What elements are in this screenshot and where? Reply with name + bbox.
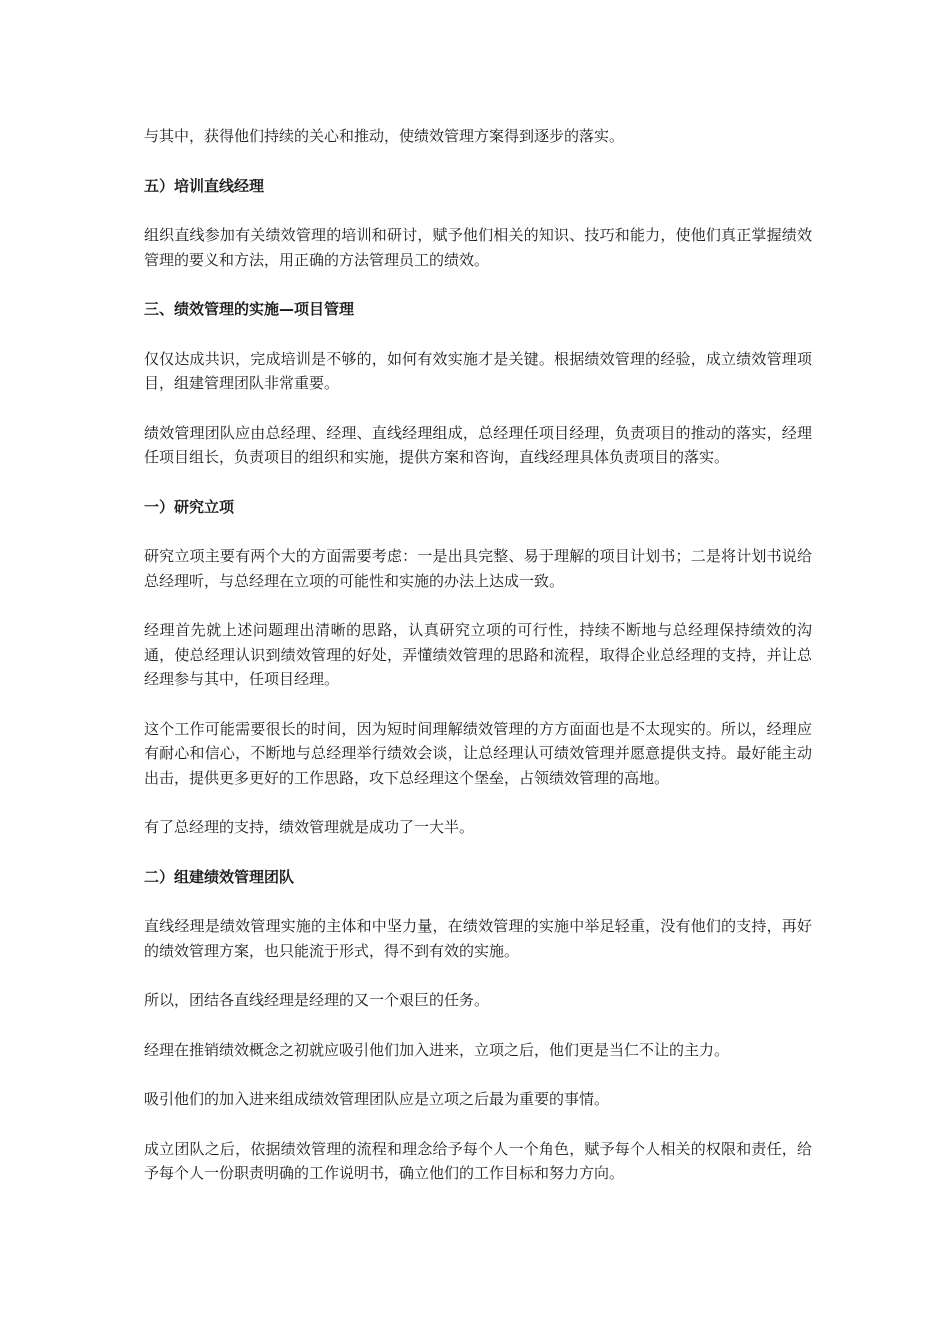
paragraph-team-composition: 绩效管理团队应由总经理、经理、直线经理组成，总经理任项目经理，负责项目的推动的落实，经理任项目组长，负责项目的组织和实施，提供方案和咨询，直线经理具体负责项目的落实。: [144, 423, 812, 466]
paragraph-most-important: 吸引他们的加入进来组成绩效管理团队应是立项之后最为重要的事情。: [144, 1090, 610, 1108]
heading-section-three: 三、绩效管理的实施—项目管理: [144, 300, 355, 318]
document-body: [144, 124, 812, 1211]
paragraph-assign-roles: 成立团队之后，依据绩效管理的流程和理念给予每个人一个角色，赋予每个人相关的权限和责任，给予每个人一份职责明确的工作说明书，确立他们的工作目标和努力方向。: [144, 1139, 812, 1182]
heading-build-team: 二）组建绩效管理团队: [144, 867, 295, 886]
paragraph-attract-early: 经理在推销绩效概念之初就应吸引他们加入进来，立项之后，他们更是当仁不让的主力。: [144, 1040, 730, 1059]
paragraph-continuation: 与其中，获得他们持续的关心和推动，使绩效管理方案得到逐步的落实。: [144, 127, 625, 145]
paragraph-half-success: 有了总经理的支持，绩效管理就是成功了一大半。: [144, 818, 475, 836]
heading-research-initiation: 一）研究立项: [144, 497, 235, 516]
paragraph-line-managers-core: 直线经理是绩效管理实施的主体和中坚力量，在绩效管理的实施中举足轻重，没有他们的支持，再好的绩效管理方案，也只能流于形式，得不到有效的实施。: [144, 917, 812, 960]
paragraph-research-aspects: 研究立项主要有两个大的方面需要考虑：一是出具完整、易于理解的项目计划书；二是将计划书说给总经理听，与总经理在立项的可能性和实施的办法上达成一致。: [144, 547, 812, 590]
paragraph-train-line-managers: 组织直线参加有关绩效管理的培训和研讨，赋予他们相关的知识、技巧和能力，使他们真正掌握绩效管理的要义和方法，用正确的方法管理员工的绩效。: [144, 226, 812, 269]
paragraph-long-time: 这个工作可能需要很长的时间，因为短时间理解绩效管理的方方面面也是不太现实的。所以，经理应有耐心和信心，不断地与总经理举行绩效会谈，让总经理认可绩效管理并愿意提供支持。最好能主动出击，提供更多更好的工作思路，攻下总经理这个堡垒，占领绩效管理的高地。: [144, 719, 812, 787]
paragraph-manager-thinking: 经理首先就上述问题理出清晰的思路，认真研究立项的可行性，持续不断地与总经理保持绩效的沟通，使总经理认识到绩效管理的好处，弄懂绩效管理的思路和流程，取得企业总经理的支持，并让总经理参与其中，任项目经理。: [144, 621, 812, 688]
heading-train-line-managers: 五）培训直线经理: [144, 176, 265, 195]
paragraph-implementation-key: 仅仅达成共识，完成培训是不够的，如何有效实施才是关键。根据绩效管理的经验，成立绩效管理项目，组建管理团队非常重要。: [144, 349, 812, 392]
paragraph-unite-task: 所以，团结各直线经理是经理的又一个艰巨的任务。: [144, 991, 490, 1009]
